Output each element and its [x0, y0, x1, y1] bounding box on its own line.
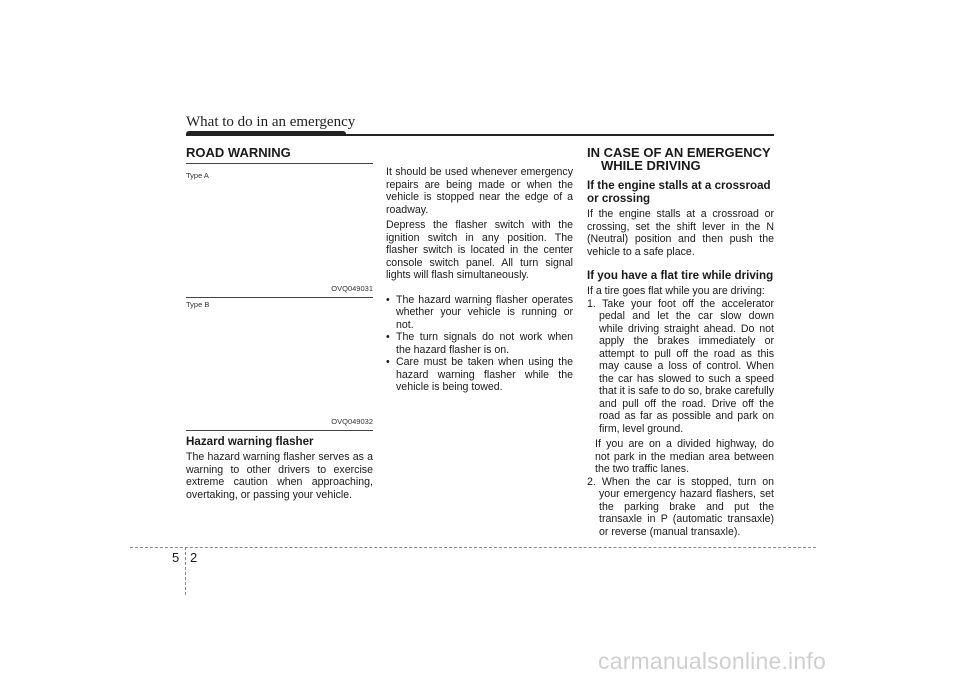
- watermark-text: carmanualsonline.info: [598, 648, 826, 674]
- middle-para-2: Depress the flasher switch with the ignition switch in any position. The flasher switch is located in the center console switch panel. All turn signal lights will flash simultaneously.: [386, 219, 573, 281]
- list-item: 2. When the car is stopped, turn on your emergency hazard flashers, set the parking brake and put the transaxle in P (automatic transaxle) or reverse (manual transaxle).: [587, 475, 774, 538]
- flat-tire-heading: If you have a flat tire while driving: [587, 269, 774, 282]
- flasher-notes-list: [386, 294, 573, 394]
- flat-tire-steps: [587, 298, 774, 436]
- figure-a-image-area: [186, 183, 373, 283]
- flat-tire-intro: If a tire goes flat while you are driving:: [587, 285, 765, 297]
- figure-a-code: OVQ049031: [331, 283, 373, 293]
- column-middle: [386, 166, 573, 394]
- footer-rule: [130, 547, 816, 548]
- hazard-text: The hazard warning flasher serves as a warning to other drivers to exercise extreme caution when approaching, overtaking, or passing your vehicle.: [186, 451, 373, 501]
- list-item: • Care must be taken when using the hazard warning flasher while the vehicle is being towed.: [386, 356, 573, 394]
- page-number: 2: [190, 550, 198, 565]
- emergency-heading-line2: WHILE DRIVING: [601, 158, 701, 173]
- footer-divider: [185, 547, 186, 595]
- header-rule: [186, 134, 774, 136]
- figure-b-image-area: [186, 312, 373, 416]
- figure-a-type-label: Type A: [186, 171, 209, 180]
- figure-b-code: OVQ049032: [331, 416, 373, 426]
- flat-tire-steps-continued: [587, 476, 774, 539]
- figure-b-top-rule: [186, 297, 373, 298]
- emergency-heading: [587, 146, 774, 172]
- column-left: [186, 146, 373, 501]
- figure-b-bottom-rule: [186, 430, 373, 431]
- middle-para-1: It should be used whenever emergency repairs are being made or when the vehicle is stopped near the edge of a roadway.: [386, 166, 573, 216]
- figure-a-top-rule: [186, 163, 373, 164]
- column-right: [587, 146, 774, 538]
- chapter-title: What to do in an emergency: [186, 114, 356, 130]
- page-chapter-number: 5: [172, 550, 180, 565]
- road-warning-heading: ROAD WARNING: [186, 145, 291, 160]
- list-item: • The turn signals do not work when the hazard flasher is on.: [386, 331, 573, 356]
- divided-highway-note: If you are on a divided highway, do not park in the median area between the two traffic lanes.: [595, 438, 774, 475]
- stall-heading: If the engine stalls at a crossroad or crossing: [587, 179, 771, 205]
- stall-text: If the engine stalls at a crossroad or crossing, set the shift lever in the N (Neutral) position and then push the vehicle to a safe place.: [587, 208, 774, 258]
- hazard-heading: Hazard warning flasher: [186, 435, 314, 448]
- figure-b-type-label: Type B: [186, 300, 210, 309]
- list-item: • The hazard warning flasher operates whether your vehicle is running or not.: [386, 294, 573, 332]
- emergency-heading-line1: IN CASE OF AN EMERGENCY: [587, 145, 771, 160]
- list-item: 1. Take your foot off the accelerator pedal and let the car slow down while driving straight ahead. Do not apply the brakes immediately or attempt to pull off the road as this may cause a loss of control. When the car has slowed to such a speed that it is safe to do so, brake carefully and pull off the road. Drive off the road as far as possible and park on firm, level ground.: [587, 297, 774, 435]
